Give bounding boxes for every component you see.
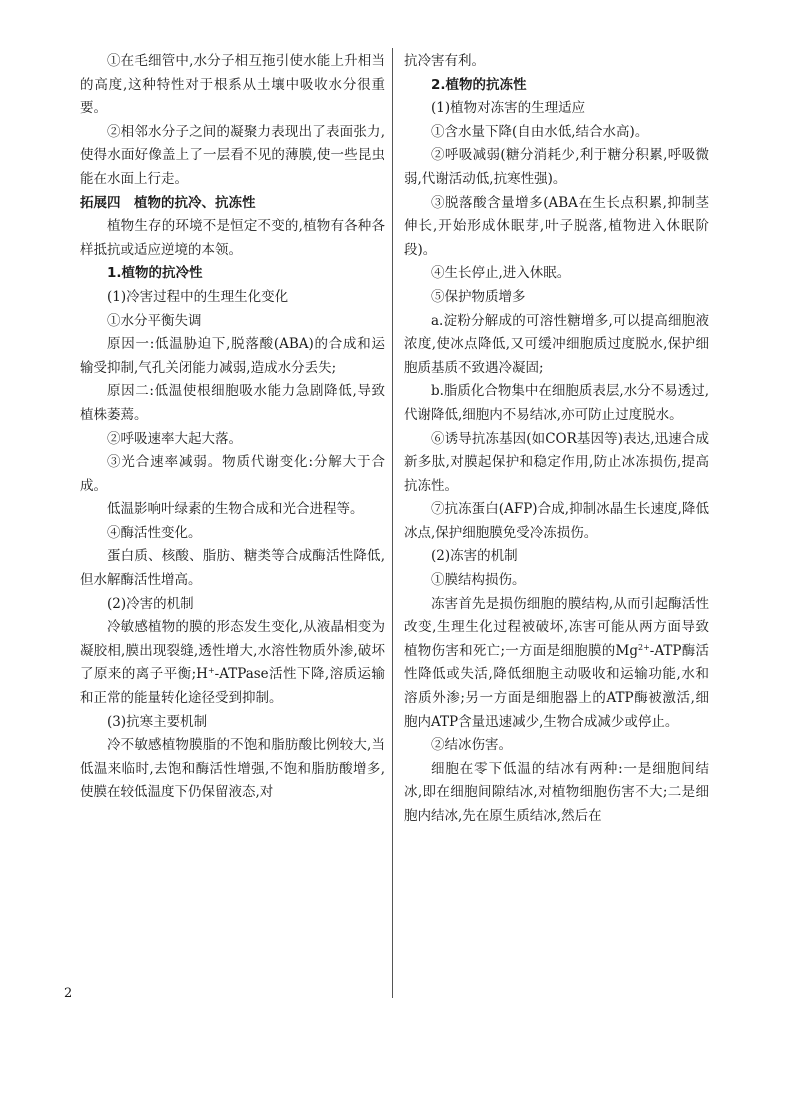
subheading-cold-tolerance: (3)抗寒主要机制 bbox=[107, 713, 208, 730]
subheading-freeze-mechanism: (2)冻害的机制 bbox=[431, 548, 518, 565]
item-protective-a: a.淀粉分解成的可溶性糖增多,可以提高细胞液浓度,使冰点降低,又可缓冲细胞质过度脱水,保护细胞质基质不致遇冷凝固; bbox=[404, 312, 709, 376]
paragraph-ice-formation: 细胞在零下低温的结冰有两种:一是细胞间结冰,即在细胞间隙结冰,对植物细胞伤害不大;二是细胞内结冰,先在原生质结冰,然后在 bbox=[404, 760, 709, 824]
paragraph-reason-two: 原因二:低温使根细胞吸水能力急剧降低,导致植株萎蔫。 bbox=[80, 383, 385, 423]
item-respiration: ②呼吸速率大起大落。 bbox=[107, 430, 242, 447]
subheading-freeze-resistance: 2.植物的抗冻性 bbox=[431, 76, 527, 93]
item-ice-damage: ②结冰伤害。 bbox=[431, 737, 512, 754]
superscript: + bbox=[207, 666, 215, 676]
item-cor-gene: ⑥诱导抗冻基因(如COR基因等)表达,迅速合成新多肽,对膜起保护和稳定作用,防止冰冻损伤,提高抗冻性。 bbox=[404, 430, 709, 494]
page-number: 2 bbox=[64, 986, 73, 1001]
item-aba: ③脱落酸含量增多(ABA在生长点积累,抑制茎伸长,开始形成休眠芽,叶子脱落,植物进入休眠阶段)。 bbox=[404, 194, 709, 258]
paragraph-fatty-acid: 冷不敏感植物膜脂的不饱和脂肪酸比例较大,当低温来临时,去饱和酶活性增强,不饱和脂肪酸增多,使膜在较低温度下仍保留液态,对 bbox=[80, 737, 385, 801]
paragraph-chlorophyll: 低温影响叶绿素的生物合成和光合进程等。 bbox=[107, 501, 364, 518]
column-divider bbox=[392, 48, 393, 998]
paragraph-enzyme-activity: 蛋白质、核酸、脂肪、糖类等合成酶活性降低,但水解酶活性增高。 bbox=[80, 548, 385, 589]
subheading-chilling-mechanism: (2)冷害的机制 bbox=[107, 595, 194, 612]
item-membrane-damage: ①膜结构损伤。 bbox=[431, 572, 526, 589]
subheading-cold-resistance: 1.植物的抗冷性 bbox=[107, 265, 203, 282]
paragraph-intro: 植物生存的环境不是恒定不变的,植物有各种各样抵抗或适应逆境的本领。 bbox=[80, 218, 385, 258]
item-photosynthesis: ③光合速率减弱。物质代谢变化:分解大于合成。 bbox=[80, 454, 385, 494]
paragraph-reason-one: 原因一:低温胁迫下,脱落酸(ABA)的合成和运输受抑制,气孔关闭能力减弱,造成水分丢失; bbox=[80, 336, 385, 376]
paragraph-capillary: ①在毛细管中,水分子相互拖引使水能上升相当的高度,这种特性对于根系从土壤中吸收水分很重要。 bbox=[80, 53, 385, 117]
paragraph-surface-tension: ②相邻水分子之间的凝聚力表现出了表面张力,使得水面好像盖上了一层看不见的薄膜,使一些昆虫能在水面上行走。 bbox=[80, 123, 385, 187]
right-column bbox=[404, 50, 709, 829]
superscript: 2+ bbox=[637, 642, 650, 652]
paragraph-membrane-change bbox=[80, 616, 385, 710]
item-water-content: ①含水量下降(自由水低,结合水高)。 bbox=[431, 123, 649, 140]
item-enzyme: ④酶活性变化。 bbox=[107, 524, 202, 541]
item-afp: ⑦抗冻蛋白(AFP)合成,抑制冰晶生长速度,降低冰点,保护细胞膜免受冷冻损伤。 bbox=[404, 501, 709, 541]
paragraph-continued: 抗冷害有利。 bbox=[404, 53, 485, 69]
item-protective-b: b.脂质化合物集中在细胞质表层,水分不易透过,代谢降低,细胞内不易结冰,亦可防止过度脱水。 bbox=[404, 383, 710, 423]
left-column bbox=[80, 50, 385, 805]
text-segment: 冻害首先是损伤细胞的膜结构,从而引起酶活性改变,生理生化过程被破坏,冻害可能从两方面导致植物伤害和死亡;一方面是细胞膜的Mg bbox=[404, 595, 709, 659]
text-segment: -ATP酶活性降低或失活,降低细胞主动吸收和运输功能,水和溶质外渗;另一方面是细胞器上的ATP酶被激活,细胞内ATP含量迅速减少,生物合成减少或停止。 bbox=[404, 642, 709, 730]
item-water-balance: ①水分平衡失调 bbox=[107, 312, 202, 329]
text-segment: 冷敏感植物的膜的形态发生变化,从液晶相变为凝胶相,膜出现裂缝,透性增大,水溶性物质外渗,破坏了原来的离子平衡;H bbox=[80, 619, 385, 683]
subheading-cold-changes: (1)冷害过程中的生理生化变化 bbox=[107, 288, 289, 305]
subheading-freeze-adaptation: (1)植物对冻害的生理适应 bbox=[431, 100, 586, 117]
item-protective: ⑤保护物质增多 bbox=[431, 288, 526, 305]
text-segment: -ATPase活性下降,溶质运输和正常的能量转化途径受到抑制。 bbox=[80, 666, 386, 707]
item-respiration-weak: ②呼吸减弱(糖分消耗少,利于糖分积累,呼吸微弱,代谢活动低,抗寒性强)。 bbox=[404, 147, 709, 187]
item-dormancy: ④生长停止,进入休眠。 bbox=[431, 265, 571, 282]
paragraph-membrane-damage bbox=[404, 593, 709, 735]
section-heading: 拓展四 植物的抗冷、抗冻性 bbox=[80, 194, 256, 211]
